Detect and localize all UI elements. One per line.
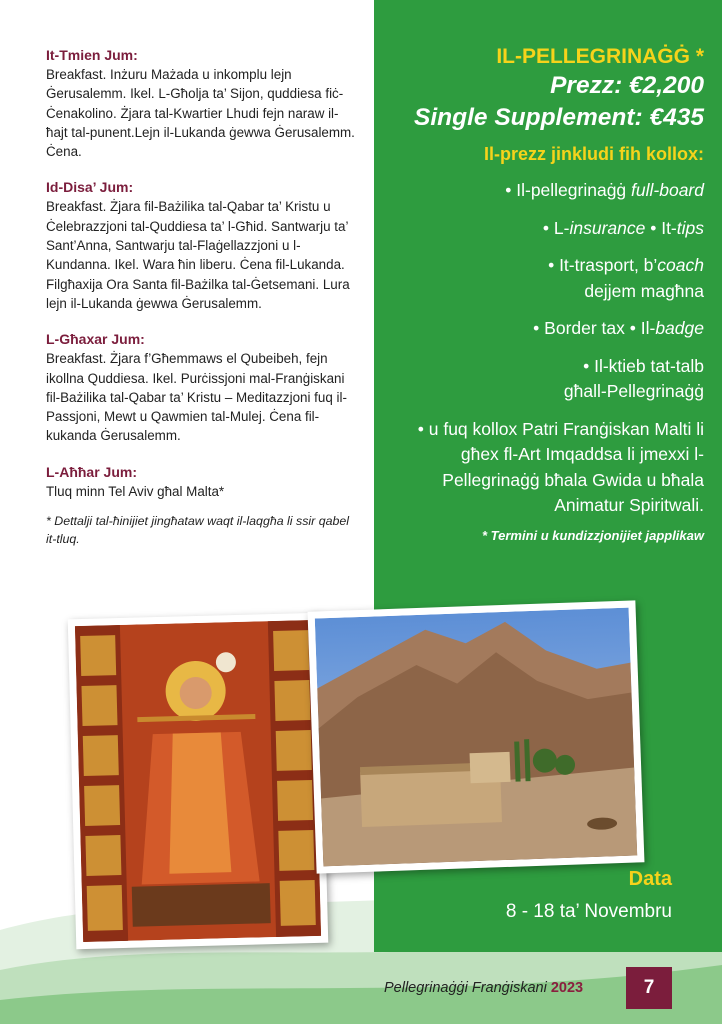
include-text: • Border tax • Il-: [533, 318, 656, 338]
include-text: full-board: [631, 180, 704, 200]
publication-year: 2023: [550, 980, 584, 996]
include-text: coach: [657, 255, 704, 275]
itinerary-day: [46, 463, 358, 501]
day-description: Breakfast. Żjara f’Għemmaws el Qubeibeh, fejn ikollna Quddiesa. Ikel. Purċissjoni mal-Franġiskani fil-Bażilika tal-Qabar ta’ Kristu – Meditazzjoni fuq il-Passjoni, Mewt u Qawmien tal-Mulej. Ċena fil-kukanda Ġerusalemm.: [46, 351, 347, 444]
panel-title: IL-PELLEGRINAĠĠ *: [496, 45, 704, 68]
dates-title: Data: [628, 868, 672, 890]
day-title: It-Tmien Jum:: [46, 47, 138, 63]
itinerary-day: [46, 178, 358, 313]
itinerary-column: [46, 46, 358, 548]
include-text: badge: [655, 318, 704, 338]
include-item: [374, 178, 704, 204]
day-description: Tluq minn Tel Aviv għal Malta*: [46, 483, 225, 499]
publication-footer: [384, 980, 583, 996]
dates-block: [374, 866, 672, 926]
single-supplement: Single Supplement: €435: [414, 104, 704, 131]
include-item: [374, 354, 704, 405]
page-number: 7: [626, 967, 672, 1009]
publication-name: Pellegrinaġġi Franġiskani: [384, 980, 547, 996]
include-item: [374, 253, 704, 304]
includes-heading: Il-prezz jinkludi fih kollox:: [483, 144, 704, 164]
itinerary-day: [46, 46, 358, 161]
day-title: L-Aħħar Jum:: [46, 463, 137, 480]
include-item: [374, 316, 704, 342]
include-text: dejjem magħna: [584, 280, 704, 301]
itinerary-day: [46, 330, 358, 445]
include-text: għall-Pellegrinaġġ: [563, 381, 704, 401]
include-text: • It-trasport, b’: [548, 255, 658, 275]
religious-icon-photo: [68, 613, 329, 949]
day-description: Breakfast. Inżuru Mażada u inkomplu lejn Ġerusalemm. Ikel. L-Għolja ta’ Sijon, quddiesa fiċ-Ċenakolino. Żjara tal-Kwartier Lhudi fejn naraw il-ħajt tal-punent.Lejn il-Lukanda ġewwa Ġerusalemm. Ċena.: [46, 67, 355, 160]
price: Prezz: €2,200: [550, 72, 704, 99]
day-title: Id-Disa’ Jum:: [46, 179, 134, 196]
include-text: • It-: [645, 217, 677, 238]
include-text: • L-: [542, 217, 570, 238]
include-text: • Il-ktieb tat-talb: [583, 355, 704, 376]
include-item: • u fuq kollox Patri Franġiskan Malti li għex fl-Art Imqaddsa li jmexxi l-Pellegrinaġġ bħala Gwida u bħala Animatur Spiritwali.: [417, 418, 704, 515]
monastery-photo: [308, 600, 645, 873]
day-title: L-Għaxar Jum:: [46, 331, 145, 348]
include-item: [374, 216, 704, 242]
include-text: • Il-pellegrinaġġ: [505, 180, 632, 200]
include-text: insurance: [569, 217, 646, 238]
include-text: tips: [676, 217, 704, 238]
timing-note: * Dettalji tal-ħinijiet jingħataw waqt il-laqgħa li ssir qabel it-tluq.: [46, 514, 350, 546]
day-description: Breakfast. Żjara fil-Bażilika tal-Qabar ta’ Kristu u Ċelebrazzjoni tal-Quddiesa ta’ l-Għid. Santwarju ta’ Sant’Anna, Santwarju tal-Flaġellazzjoni u l-Kundanna. Ikel. Wara ħin liberu. Ċena fil-Lukanda. Filgħaxija Ora Santa fil-Bażilka tal-Ġetsemani. Lura lejn il-Lukanda ġewwa Ġerusalemm.: [46, 199, 350, 311]
terms-note: * Termini u kundizzjonijiet japplikaw: [482, 527, 704, 543]
dates-value: 8 - 18 ta’ Novembru: [505, 901, 672, 922]
